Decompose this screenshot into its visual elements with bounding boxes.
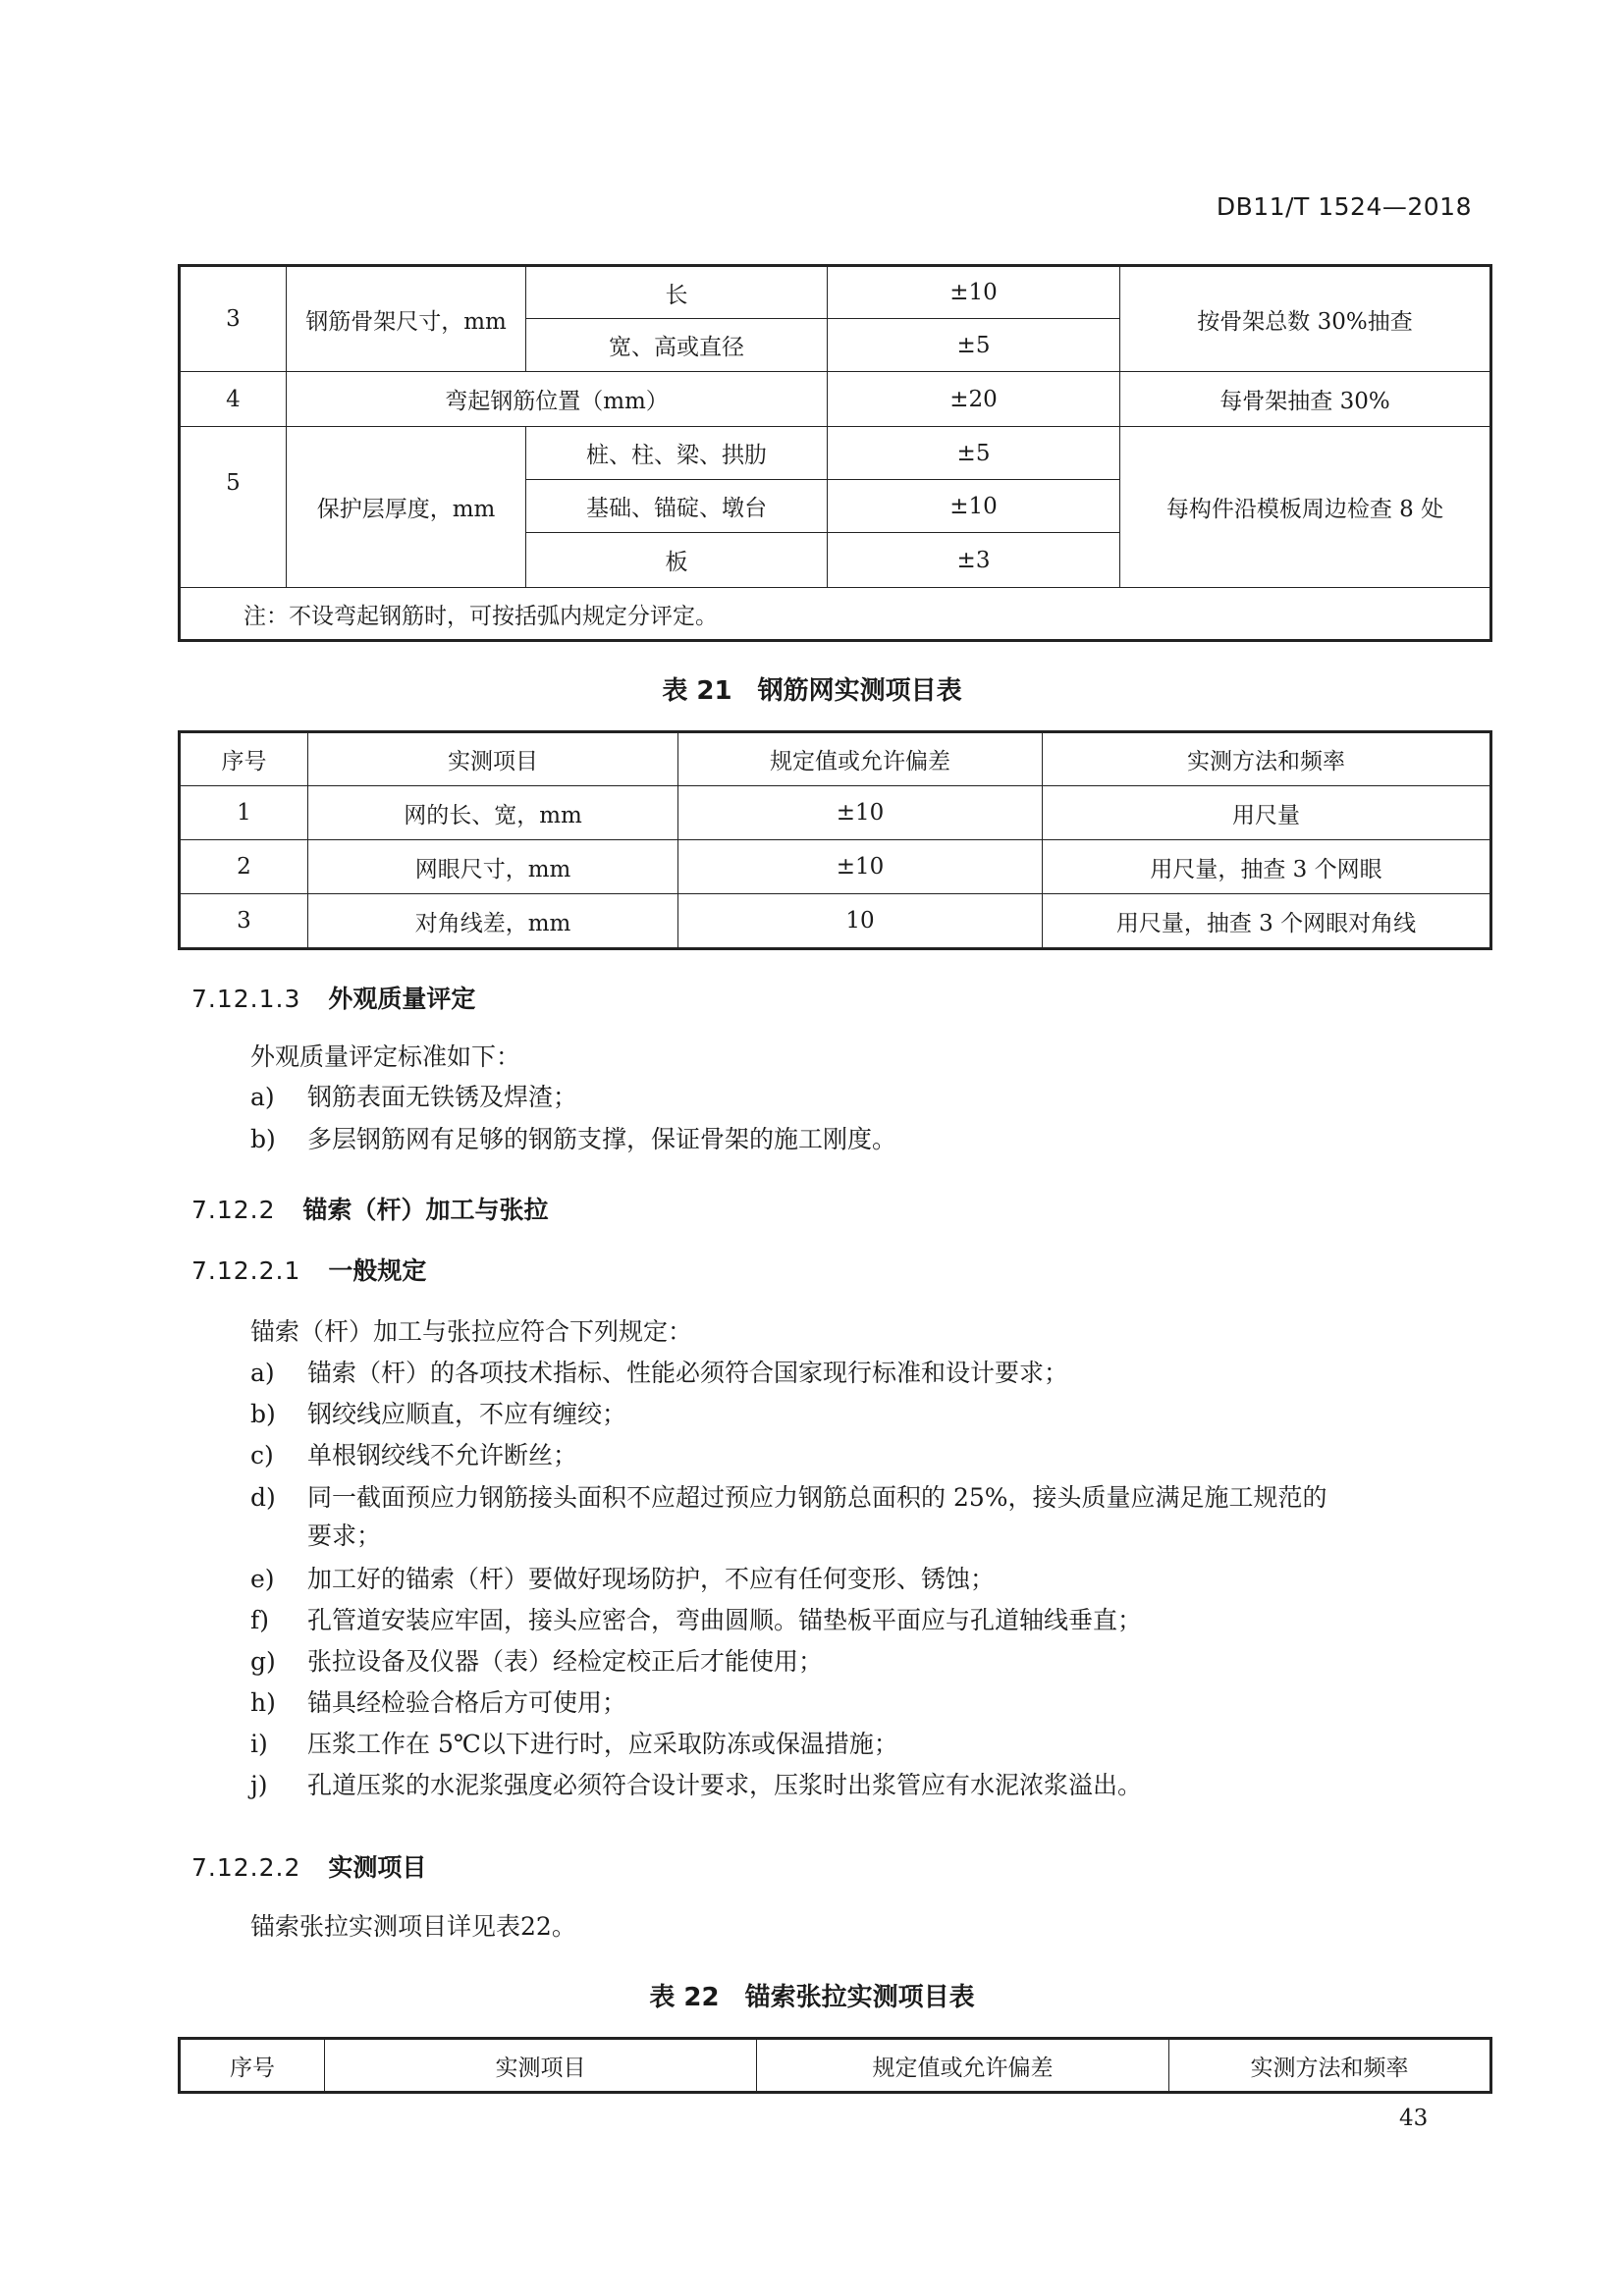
- table-header-row: [180, 732, 1491, 786]
- table-cell: 网的长、宽，mm: [308, 786, 678, 840]
- list-marker: e): [250, 1565, 275, 1593]
- list-text: 同一截面预应力钢筋接头面积不应超过预应力钢筋总面积的 25%，接头质量应满足施工规范的: [307, 1483, 1327, 1512]
- section-heading: [191, 1848, 426, 1884]
- row-no: 5: [180, 427, 287, 588]
- row-method: 按骨架总数 30%抽查: [1120, 266, 1491, 372]
- table-row: [180, 266, 1491, 319]
- list-item: [250, 1353, 1068, 1394]
- list-marker: b): [250, 1125, 276, 1153]
- list-marker: j): [250, 1771, 268, 1799]
- table-cell: 用尺量: [1043, 786, 1491, 840]
- section-heading: [191, 1191, 549, 1226]
- table-cell: 3: [180, 894, 308, 949]
- list-text: 多层钢筋网有足够的钢筋支撑，保证骨架的施工刚度。: [307, 1125, 897, 1153]
- paragraph: 锚索张拉实测项目详见表22。: [250, 1912, 576, 1941]
- column-header: 实测项目: [308, 732, 678, 786]
- column-header: 序号: [180, 732, 308, 786]
- list-item: [250, 1682, 626, 1724]
- list-item: [250, 1394, 626, 1435]
- section-number: 7.12.2.2: [191, 1853, 301, 1882]
- row-subitem: 基础、锚碇、墩台: [526, 480, 828, 533]
- section-heading: [191, 980, 475, 1015]
- row-tolerance: ±3: [828, 533, 1120, 588]
- column-header: 规定值或允许偏差: [678, 732, 1043, 786]
- row-tolerance: ±10: [828, 480, 1120, 533]
- list-item: [250, 1724, 898, 1765]
- row-subitem: 桩、柱、梁、拱肋: [526, 427, 828, 480]
- table-row: [180, 427, 1491, 480]
- column-header: 实测项目: [325, 2039, 757, 2093]
- section-number: 7.12.2.1: [191, 1256, 301, 1285]
- row-tolerance: ±20: [828, 372, 1120, 427]
- list-text: 锚具经检验合格后方可使用；: [307, 1688, 627, 1717]
- list-marker: d): [250, 1483, 276, 1512]
- table-20-continued: [178, 264, 1492, 642]
- list-text: 单根钢绞线不允许断丝；: [307, 1441, 578, 1469]
- column-header: 实测方法和频率: [1043, 732, 1491, 786]
- row-item: 保护层厚度，mm: [287, 427, 526, 588]
- row-tolerance: ±5: [828, 319, 1120, 372]
- section-title: 实测项目: [328, 1853, 427, 1882]
- table-note-row: [180, 588, 1491, 641]
- list-item-continuation: 要求；: [307, 1522, 382, 1550]
- list-text: 张拉设备及仪器（表）经检定校正后才能使用；: [307, 1647, 824, 1676]
- table-row: [180, 840, 1491, 894]
- table-row: [180, 372, 1491, 427]
- table-cell: 用尺量，抽查 3 个网眼: [1043, 840, 1491, 894]
- list-item: [250, 1559, 995, 1600]
- paragraph: 外观质量评定标准如下：: [250, 1042, 521, 1071]
- row-method: 每构件沿模板周边检查 8 处: [1120, 427, 1491, 588]
- row-subitem: 板: [526, 533, 828, 588]
- table-cell: 用尺量，抽查 3 个网眼对角线: [1043, 894, 1491, 949]
- table-cell: 网眼尺寸，mm: [308, 840, 678, 894]
- column-header: 序号: [180, 2039, 325, 2093]
- section-number: 7.12.2: [191, 1196, 276, 1224]
- row-subitem: 宽、高或直径: [526, 319, 828, 372]
- row-no: 3: [180, 266, 287, 372]
- list-marker: g): [250, 1647, 276, 1676]
- list-item: [250, 1435, 577, 1476]
- list-marker: a): [250, 1083, 275, 1111]
- table-note: 注：不设弯起钢筋时，可按括弧内规定分评定。: [180, 588, 1491, 641]
- list-marker: i): [250, 1730, 268, 1758]
- row-no: 4: [180, 372, 287, 427]
- row-tolerance: ±5: [828, 427, 1120, 480]
- list-marker: h): [250, 1688, 276, 1717]
- column-header: 实测方法和频率: [1169, 2039, 1491, 2093]
- list-item: [250, 1119, 896, 1160]
- page-number: 43: [1399, 2106, 1429, 2131]
- list-item: [250, 1077, 577, 1118]
- row-subitem: 长: [526, 266, 828, 319]
- table-22-caption: 表 22 锚索张拉实测项目表: [649, 1983, 975, 2012]
- list-marker: b): [250, 1400, 276, 1428]
- table-header-row: [180, 2039, 1491, 2093]
- list-marker: a): [250, 1359, 275, 1387]
- table-21: [178, 730, 1492, 950]
- document-code: DB11/T 1524—2018: [1216, 192, 1472, 221]
- list-item: [250, 1641, 823, 1682]
- list-marker: f): [250, 1606, 270, 1634]
- table-row: [180, 894, 1491, 949]
- table-cell: 对角线差，mm: [308, 894, 678, 949]
- row-item: 钢筋骨架尺寸，mm: [287, 266, 526, 372]
- table-cell: 2: [180, 840, 308, 894]
- list-text: 压浆工作在 5℃以下进行时，应采取防冻或保温措施；: [307, 1730, 898, 1758]
- list-item: [250, 1600, 1142, 1641]
- list-text: 钢绞线应顺直，不应有缠绞；: [307, 1400, 627, 1428]
- table-cell: 1: [180, 786, 308, 840]
- paragraph: 锚索（杆）加工与张拉应符合下列规定：: [250, 1317, 693, 1346]
- list-text: 孔管道安装应牢固，接头应密合，弯曲圆顺。锚垫板平面应与孔道轴线垂直；: [307, 1606, 1143, 1634]
- section-heading: [191, 1252, 426, 1287]
- row-tolerance: ±10: [828, 266, 1120, 319]
- row-item: 弯起钢筋位置（mm）: [287, 372, 828, 427]
- table-cell: 10: [678, 894, 1043, 949]
- list-item: [250, 1765, 1142, 1806]
- table-cell: ±10: [678, 840, 1043, 894]
- section-title: 外观质量评定: [328, 985, 476, 1013]
- list-text: 锚索（杆）的各项技术指标、性能必须符合国家现行标准和设计要求；: [307, 1359, 1069, 1387]
- column-header: 规定值或允许偏差: [757, 2039, 1169, 2093]
- table-row: [180, 786, 1491, 840]
- list-text: 孔道压浆的水泥浆强度必须符合设计要求，压浆时出浆管应有水泥浓浆溢出。: [307, 1771, 1143, 1799]
- section-number: 7.12.1.3: [191, 985, 301, 1013]
- list-text: 加工好的锚索（杆）要做好现场防护，不应有任何变形、锈蚀；: [307, 1565, 996, 1593]
- list-item: [250, 1477, 1489, 1519]
- table-22: [178, 2037, 1492, 2094]
- list-text: 钢筋表面无铁锈及焊渣；: [307, 1083, 578, 1111]
- section-title: 一般规定: [328, 1256, 427, 1285]
- list-marker: c): [250, 1441, 274, 1469]
- table-cell: ±10: [678, 786, 1043, 840]
- section-title: 锚索（杆）加工与张拉: [302, 1196, 549, 1224]
- table-21-caption: 表 21 钢筋网实测项目表: [662, 676, 962, 706]
- row-method: 每骨架抽查 30%: [1120, 372, 1491, 427]
